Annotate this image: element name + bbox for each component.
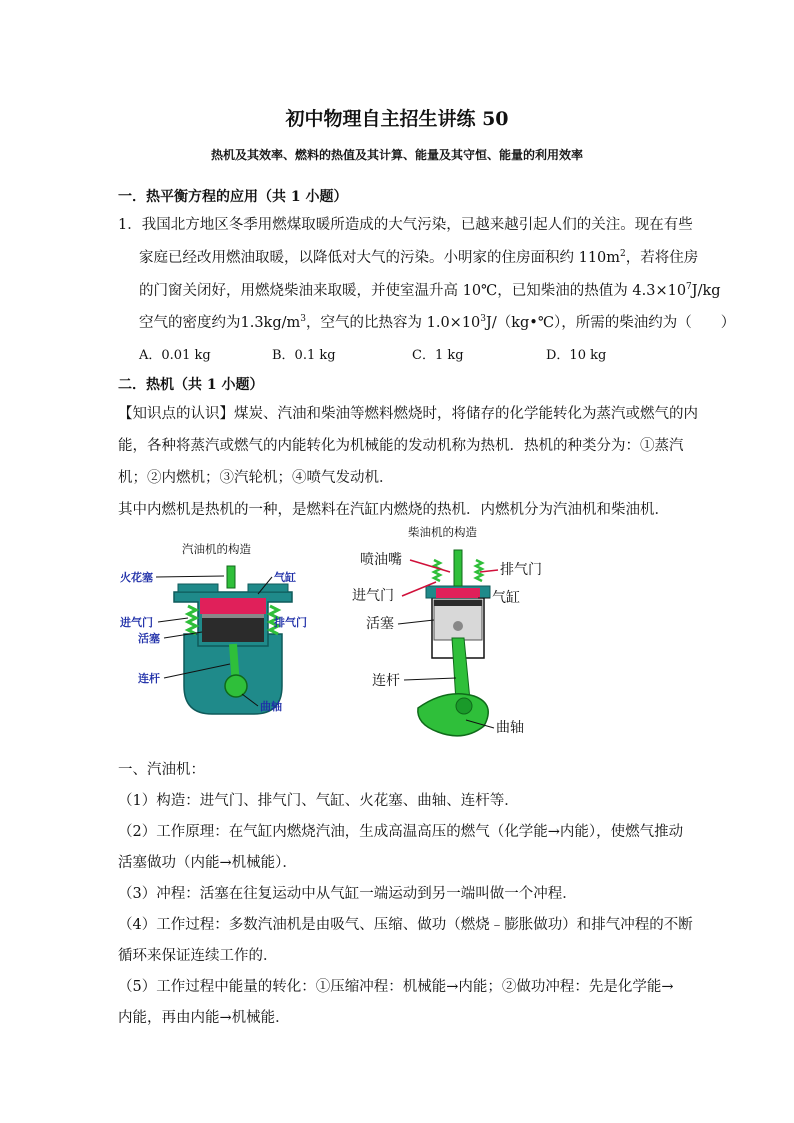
diesel-label-exhaust: 排气门	[500, 562, 542, 578]
page-title: 初中物理自主招生讲练 50	[285, 108, 509, 130]
gas-piston-shape	[202, 614, 264, 642]
section-heading-heat-balance: 一．热平衡方程的应用（共 1 小题）	[118, 189, 348, 205]
option-b: B．0.1 kg	[272, 348, 336, 363]
option-a: A．0.01 kg	[139, 348, 211, 363]
gasoline-line-2b: 活塞做功（内能→机械能）．	[118, 855, 297, 871]
diesel-label-nozzle: 喷油嘴	[360, 552, 402, 568]
diesel-label-cylinder: 气缸	[492, 590, 520, 606]
gas-combustion-chamber	[200, 598, 266, 614]
diesel-label-rod: 连杆	[372, 673, 400, 689]
diesel-nozzle-shape	[454, 550, 462, 586]
gas-label-exhaust: 排气门	[274, 616, 307, 629]
q1-line-2: 家庭已经改用燃油取暖，以降低对大气的污染。小明家的住房面积约 $110m^2$，若将住房	[139, 249, 699, 266]
diesel-combustion-chamber	[436, 588, 480, 598]
diesel-label-piston: 活塞	[366, 616, 394, 632]
option-d: D．10 kg	[546, 348, 607, 363]
gas-crank-shape	[225, 675, 247, 697]
gas-label-spark-plug: 火花塞	[120, 571, 153, 584]
gas-label-intake: 进气门	[120, 616, 153, 629]
option-c: C．1 kg	[412, 348, 464, 363]
section-heading-heat-engine: 二．热机（共 1 小题）	[118, 377, 264, 393]
knowledge-line-3: 机；②内燃机；③汽轮机；④喷气发动机．	[118, 470, 394, 486]
q1-line-3: 的门窗关闭好，用燃烧柴油来取暖，并使室温升高 10℃，已知柴油的热值为 $4.3\times 10^7J/kg$	[139, 282, 721, 299]
q1-line-1: 1．我国北方地区冬季用燃煤取暖所造成的大气污染，已越来越引起人们的关注。现在有些	[118, 217, 693, 233]
gas-label-rod: 连杆	[138, 672, 160, 685]
diesel-crank-shape	[418, 694, 488, 736]
gasoline-line-5a: （5）工作过程中能量的转化：①压缩冲程：机械能→内能；②做功冲程：先是化学能→	[118, 979, 674, 995]
gasoline-line-4a: （4）工作过程：多数汽油机是由吸气、压缩、做功（燃烧﹣膨胀做功）和排气冲程的不断	[118, 917, 693, 933]
gas-spark-plug-shape	[227, 566, 235, 588]
gasoline-line-1: （1）构造：进气门、排气门、气缸、火花塞、曲轴、连杆等．	[118, 793, 519, 809]
gas-label-piston: 活塞	[138, 632, 160, 645]
gasoline-line-3: （3）冲程：活塞在往复运动中从气缸一端运动到另一端叫做一个冲程．	[118, 886, 577, 902]
gas-label-crank: 曲轴	[260, 700, 282, 713]
gasoline-line-4b: 循环来保证连续工作的．	[118, 948, 278, 964]
gasoline-engine-diagram	[118, 536, 318, 724]
gasoline-heading: 一、汽油机：	[118, 762, 205, 778]
knowledge-line-2: 能，各种将蒸汽或燃气的内能转化为机械能的发动机称为热机．热机的种类分为：①蒸汽	[118, 438, 684, 454]
page-subtitle: 热机及其效率、燃料的热值及其计算、能量及其守恒、能量的利用效率	[210, 148, 583, 162]
diesel-label-intake: 进气门	[352, 588, 394, 604]
gasoline-line-2a: （2）工作原理：在气缸内燃烧汽油，生成高温高压的燃气（化学能→内能），使燃气推动	[118, 824, 684, 840]
diesel-engine-diagram	[346, 520, 566, 746]
internal-combustion-line: 其中内燃机是热机的一种，是燃料在汽缸内燃烧的热机．内燃机分为汽油机和柴油机．	[118, 502, 669, 518]
diesel-diagram-caption: 柴油机的构造	[408, 525, 477, 539]
diesel-rod-shape	[452, 638, 470, 702]
gas-label-cylinder: 气缸	[274, 571, 296, 584]
gasoline-diagram-caption: 汽油机的构造	[182, 542, 251, 556]
gasoline-line-5b: 内能，再由内能→机械能．	[118, 1010, 290, 1026]
diesel-label-crank: 曲轴	[496, 720, 524, 736]
q1-line-4: 空气的密度约为$1.3kg/m^3$，空气的比热容为 $1.0\times 10^3J/(kg•℃)$，所需的柴油约为（ ）	[139, 314, 736, 331]
knowledge-line-1: 【知识点的认识】煤炭、汽油和柴油等燃料燃烧时，将储存的化学能转化为蒸汽或燃气的内	[118, 406, 698, 422]
